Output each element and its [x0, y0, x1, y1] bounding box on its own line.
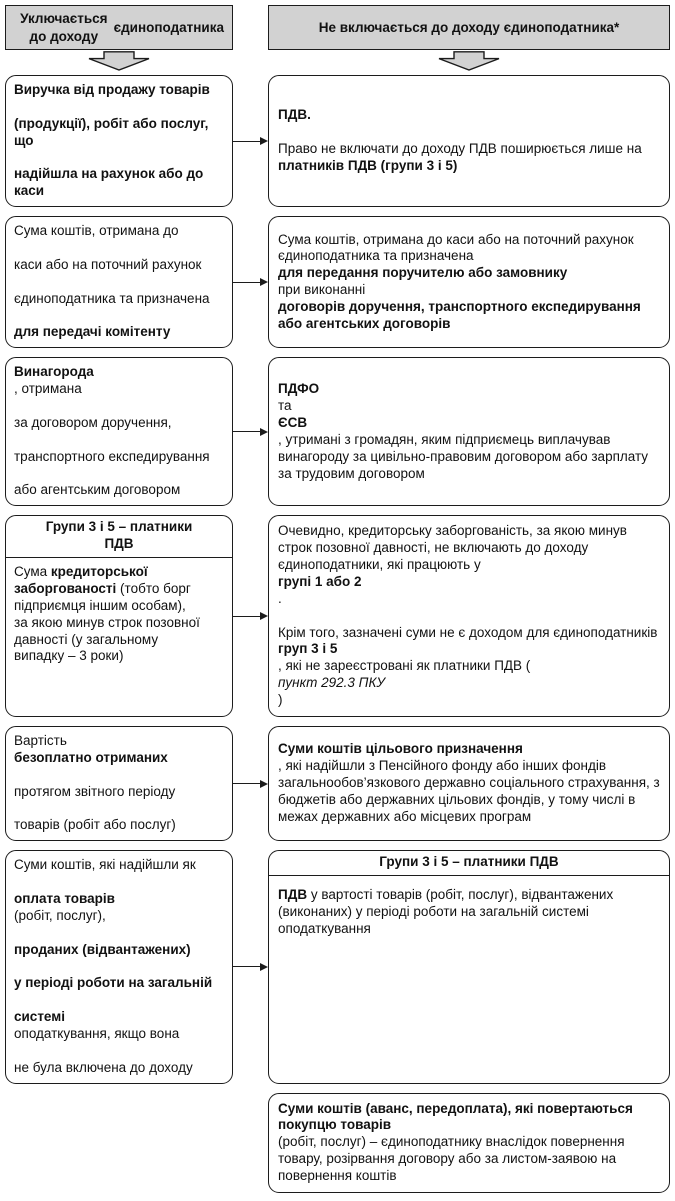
left-box-4-body: Сума кредиторської заборгованості (тобто борг підприємця іншим особам), за якою минув строк позовної давності (у загальному випадку – 3 роки)	[14, 564, 200, 664]
right-arrow-icon	[233, 137, 268, 145]
left-box-5: Вартість безоплатно отриманих протягом звітного періоду товарів (робіт або послуг)	[5, 726, 233, 841]
right-box-7: Суми коштів (аванс, передоплата), які повертаються покупцю товарів (робіт, послуг) – єдиноподатнику внаслідок повернення товару, розірвання договору або за листом-заявою на повернення коштів	[268, 1093, 670, 1193]
arrow-shaft	[233, 616, 260, 617]
left-box-4-header: Групи 3 і 5 – платники ПДВ	[6, 516, 232, 558]
arrow-head	[260, 428, 268, 436]
right-box-5: Суми коштів цільового призначення , які надійшли з Пенсійного фонду або інших фондів загальнообов’язкового державно соціального страхування, з бюджетів або державних цільових фондів, у тому числі в межах державних або місцевих програм	[268, 726, 670, 841]
arrow-shaft	[233, 282, 260, 283]
flow-row	[5, 726, 670, 841]
down-arrows-row	[5, 51, 670, 72]
right-arrow-icon	[233, 428, 268, 436]
right-box-4: Очевидно, кредиторську заборгованість, за якою минув строк позовної давності, не включають до доходу єдиноподатники, які працюють у групі 1 або 2 . Крім того, зазначені суми не є доходом для єдиноподатників груп 3 і 5 , які не зареєстровані як платники ПДВ ( пункт 292.3 ПКУ )	[268, 515, 670, 717]
arrow-shaft	[233, 783, 260, 784]
right-box-2: Сума коштів, отримана до каси або на поточний рахунок єдиноподатника та призначена для передання поручителю або замовнику при виконанні договорів доручення, транспортного експедирування або агентських договорів	[268, 216, 670, 348]
left-box-4	[5, 515, 233, 717]
down-block-arrow-icon	[438, 51, 500, 71]
down-block-arrow-icon	[88, 51, 150, 71]
right-arrow-icon	[233, 278, 268, 286]
right-box-3: ПДФО та ЄСВ , утримані з громадян, яким підприємець виплачував винагороду за цивільно-правовим договором або зарплату за трудовим договором	[268, 357, 670, 506]
flow-row	[5, 216, 670, 348]
left-box-3: Винагорода , отримана за договором доручення, транспортного експедирування або агентським договором	[5, 357, 233, 506]
left-box-6: Суми коштів, які надійшли як оплата товарів (робіт, послуг), проданих (відвантажених) у періоді роботи на загальній системі оподаткування, якщо вона не була включена до доходу	[5, 850, 233, 1083]
flow-row	[5, 515, 670, 717]
right-arrow-icon	[233, 780, 268, 788]
right-arrow-icon	[233, 963, 268, 971]
right-box-6	[268, 850, 670, 1083]
right-box-6-header: Групи 3 і 5 – платники ПДВ	[269, 851, 669, 876]
arrow-shaft	[233, 141, 260, 142]
arrow-head	[260, 780, 268, 788]
flow-row	[5, 1093, 670, 1193]
arrow-head	[260, 137, 268, 145]
left-box-2: Сума коштів, отримана до каси або на поточний рахунок єдиноподатника та призначена для передачі комітенту	[5, 216, 233, 348]
arrow-head	[260, 278, 268, 286]
arrow-head	[260, 612, 268, 620]
right-box-6-body: ПДВ у вартості товарів (робіт, послуг), відвантажених (виконаних) у періоді роботи на загальній системі оподаткування	[278, 887, 614, 936]
flow-row	[5, 850, 670, 1083]
header-row	[5, 5, 670, 50]
arrow-head	[260, 963, 268, 971]
right-arrow-icon	[233, 612, 268, 620]
arrow-shaft	[233, 431, 260, 432]
column-header-included: Уключається до доходу єдиноподатника	[5, 5, 233, 50]
flow-row	[5, 357, 670, 506]
flow-row	[5, 75, 670, 207]
column-header-not-included: Не включається до доходу єдиноподатника*	[268, 5, 670, 50]
left-box-1: Виручка від продажу товарів (продукції), робіт або послуг, що надійшла на рахунок або до каси	[5, 75, 233, 207]
arrow-shaft	[233, 966, 260, 967]
right-box-1: ПДВ. Право не включати до доходу ПДВ поширюється лише на платників ПДВ (групи 3 і 5)	[268, 75, 670, 207]
